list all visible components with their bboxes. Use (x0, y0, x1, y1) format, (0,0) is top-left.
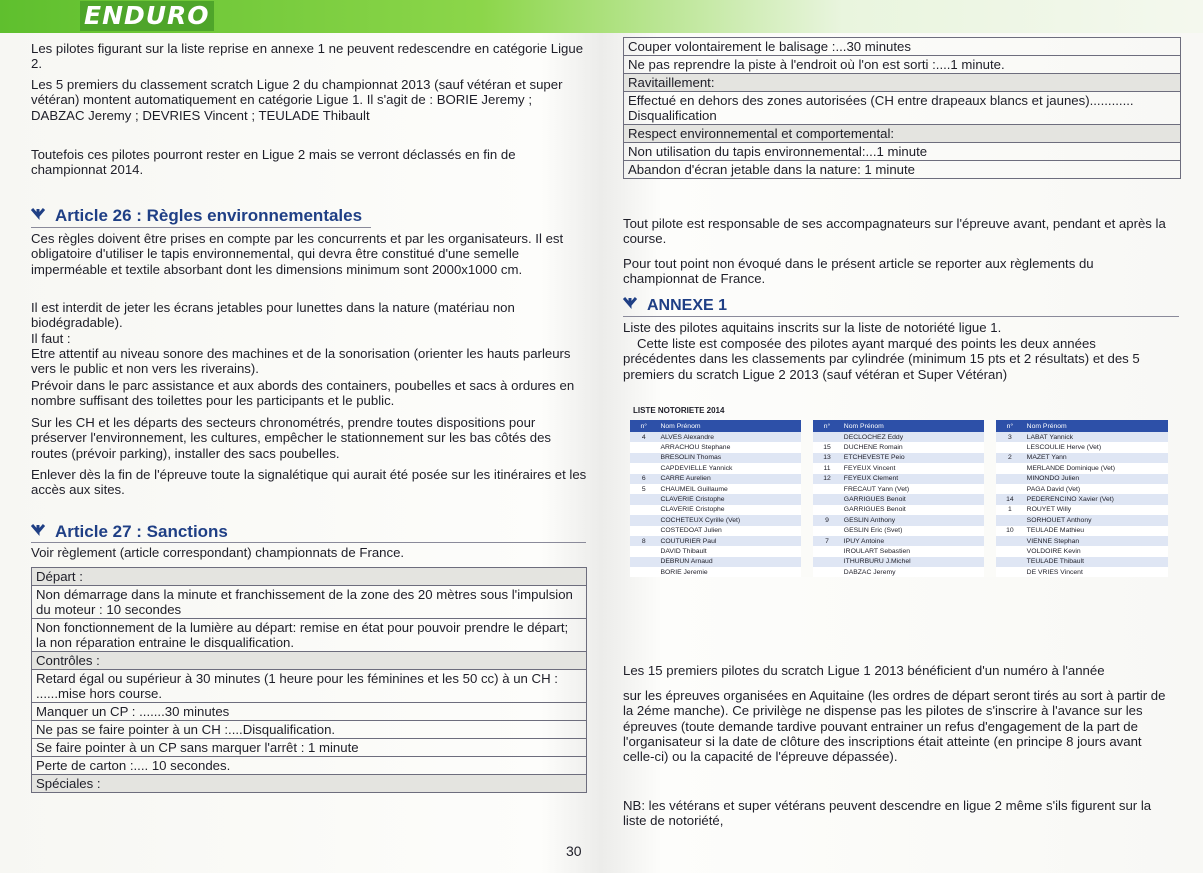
notoriety-row (630, 453, 1168, 463)
sanction-row (32, 670, 587, 703)
column-gap (801, 505, 813, 515)
rider-name: COSTEDOAT Julien (657, 526, 801, 536)
sanction-cell: Manquer un CP : .......30 minutes (32, 703, 587, 721)
notoriety-list-title: LISTE NOTORIETE 2014 (633, 406, 725, 415)
rider-number: 12 (813, 474, 841, 484)
column-gap (801, 515, 813, 525)
column-gap (984, 494, 996, 504)
rider-name: FRECAUT Yann (Vet) (841, 484, 985, 494)
article-26-title: Article 26 : Règles environnementales (55, 206, 363, 225)
sanction-row (32, 652, 587, 670)
rider-number (813, 484, 841, 494)
rider-name: CLAVERIE Cristophe (657, 494, 801, 504)
rider-number (996, 515, 1024, 525)
column-gap (801, 557, 813, 567)
rider-number (996, 557, 1024, 567)
rider-name: GESLIN Eric (Svet) (841, 526, 985, 536)
column-gap (801, 526, 813, 536)
rider-name: DUCHENE Romain (841, 442, 985, 452)
rider-name: LABAT Yannick (1024, 432, 1168, 442)
sanction-cell: Effectué en dehors des zones autorisées (CH entre drapeaux blancs et jaunes)............ Disqualification (624, 92, 1181, 125)
heading-underline (31, 227, 371, 228)
rider-number (813, 567, 841, 577)
rider-name: DEBRUN Arnaud (657, 557, 801, 567)
annexe-title: ANNEXE 1 (647, 297, 728, 314)
rider-name: SORHOUET Anthony (1024, 515, 1168, 525)
sanction-cell: Abandon d'écran jetable dans la nature: 1 minute (624, 161, 1181, 179)
rider-number (630, 494, 657, 504)
column-gap (984, 442, 996, 452)
rider-name: ITHURBURU J.Michel (841, 557, 985, 567)
rider-number (630, 463, 657, 473)
rider-name: ARRACHOU Stephane (657, 442, 801, 452)
column-gap (984, 567, 996, 577)
rider-name: PEDERENCINO Xavier (Vet) (1024, 494, 1168, 504)
name-header: Nom Prénom (1024, 420, 1168, 432)
rider-number (813, 546, 841, 556)
column-gap (984, 546, 996, 556)
rider-number: 6 (630, 474, 657, 484)
column-gap (984, 526, 996, 536)
column-gap (801, 453, 813, 463)
sanction-row (624, 74, 1181, 92)
rider-name: GESLIN Anthony (841, 515, 985, 525)
rider-name: MAZET Yann (1024, 453, 1168, 463)
rider-number (630, 557, 657, 567)
reference-paragraph: Pour tout point non évoqué dans le présent article se reporter aux règlements du championnat de France. (623, 256, 1094, 287)
rider-number: 3 (996, 432, 1024, 442)
column-gap (801, 546, 813, 556)
heading-underline (31, 542, 586, 543)
art26-paragraph-7: Enlever dès la fin de l'épreuve toute la signalétique qui aurait été posée sur les itinéraires et les accès aux sites. (31, 467, 587, 498)
rider-number: 5 (630, 484, 657, 494)
rider-number (996, 474, 1024, 484)
rider-name: IROULART Sebastien (841, 546, 985, 556)
sanction-category-cell: Respect environnemental et comportemental: (624, 125, 1181, 143)
rider-number: 7 (813, 536, 841, 546)
sanction-cell: Ne pas se faire pointer à un CH :....Disqualification. (32, 721, 587, 739)
column-gap (801, 442, 813, 452)
arrow-icon (623, 296, 647, 316)
sanction-row (624, 38, 1181, 56)
sanction-row (624, 143, 1181, 161)
rider-name: VOLDOIRE Kevin (1024, 546, 1168, 556)
sanction-cell: Se faire pointer à un CP sans marquer l'arrêt : 1 minute (32, 739, 587, 757)
intro-paragraph-2: Les 5 premiers du classement scratch Ligue 2 du championnat 2013 (sauf vétéran et super vétéran) montent automatiquement en catégorie Ligue 1. Il s'agit de : BORIE Jeremy ; DABZAC Jeremy ; DEVRIES Vincent ; TEULADE Thibault (31, 77, 563, 123)
sanction-category-cell: Ravitaillement: (624, 74, 1181, 92)
rider-name: LESCOULIE Herve (Vet) (1024, 442, 1168, 452)
notoriety-row (630, 442, 1168, 452)
rider-name: FEYEUX Vincent (841, 463, 985, 473)
article-26-heading (31, 206, 362, 226)
rider-name: DAVID Thibault (657, 546, 801, 556)
rider-name: CHAUMEIL Guillaume (657, 484, 801, 494)
sanction-cell: Retard égal ou supérieur à 30 minutes (1 heure pour les féminines et les 50 cc) à un CH : ......mise hors course. (32, 670, 587, 703)
intro-paragraph-3: Toutefois ces pilotes pourront rester en Ligue 2 mais se verront déclassés en fin de championnat 2014. (31, 147, 516, 178)
sanctions-table (31, 567, 587, 793)
sanction-cell: Perte de carton :.... 10 secondes. (32, 757, 587, 775)
rider-name: GARRIGUES Benoit (841, 505, 985, 515)
name-header: Nom Prénom (841, 420, 985, 432)
rider-number: 8 (630, 536, 657, 546)
rider-number: 9 (813, 515, 841, 525)
art26-paragraph-4: Etre attentif au niveau sonore des machines et de la sonorisation (orienter les hauts parleurs vers le public et non vers les riverains). (31, 346, 571, 377)
art26-paragraph-5: Prévoir dans le parc assistance et aux abords des containers, poubelles et sacs à ordures en nombre suffisant des toilettes pour les participants et le public. (31, 378, 575, 409)
sanction-row (32, 703, 587, 721)
column-gap (984, 484, 996, 494)
intro-paragraph-1: Les pilotes figurant sur la liste reprise en annexe 1 ne peuvent redescendre en catégorie Ligue 2. (31, 41, 584, 72)
sanctions-table-continued (623, 37, 1181, 179)
rider-name: DE VRIES Vincent (1024, 567, 1168, 577)
rider-number: 2 (996, 453, 1024, 463)
art27-paragraph-1: Voir règlement (article correspondant) championnats de France. (31, 545, 405, 560)
notoriety-row (630, 474, 1168, 484)
column-gap (984, 420, 996, 432)
column-gap (801, 567, 813, 577)
art26-paragraph-1: Ces règles doivent être prises en compte par les concurrents et par les organisateurs. Il est obligatoire d'utiliser le tapis environnemental, qui devra être constitué d'une semelle imperméable et textile absorbant dont les dimensions minimum sont 2000x1000 cm. (31, 231, 564, 277)
column-gap (984, 463, 996, 473)
annexe-paragraph-1: Liste des pilotes aquitains inscrits sur la liste de notoriété ligue 1. (623, 320, 1002, 335)
notoriety-row (630, 546, 1168, 556)
notoriety-row (630, 526, 1168, 536)
banner-title: ENDURO (80, 1, 214, 31)
notoriety-row (630, 463, 1168, 473)
rider-number (630, 546, 657, 556)
rider-name: GARRIGUES Benoit (841, 494, 985, 504)
rider-number (630, 442, 657, 452)
sanction-row (32, 568, 587, 586)
rider-name: BORIE Jeremie (657, 567, 801, 577)
sanction-row (32, 739, 587, 757)
column-gap (984, 536, 996, 546)
notoriety-row (630, 515, 1168, 525)
rider-name: TEULADE Mathieu (1024, 526, 1168, 536)
notoriety-table (630, 420, 1168, 577)
annexe-paragraph-2: Cette liste est composée des pilotes ayant marqué des points les deux années précédentes dans les classements par cylindrée (minimum 15 pts et 2 résultats) et des 5 premiers du scratch Ligue 2 2013 (sauf vétéran et Super Vétéran) (623, 336, 1140, 382)
article-27-heading (31, 522, 228, 542)
rider-number (630, 526, 657, 536)
notoriety-row (630, 536, 1168, 546)
sanction-category-cell: Contrôles : (32, 652, 587, 670)
rider-name: DECLOCHEZ Eddy (841, 432, 985, 442)
sanction-row (32, 619, 587, 652)
rider-number: 10 (996, 526, 1024, 536)
notoriety-header-row (630, 420, 1168, 432)
rider-name: CLAVERIE Cristophe (657, 505, 801, 515)
notoriety-row (630, 432, 1168, 442)
veteran-note-paragraph: NB: les vétérans et super vétérans peuvent descendre en ligue 2 même s'ils figurent sur la liste de notoriété, (623, 798, 1152, 829)
sanction-row (624, 92, 1181, 125)
rider-number (996, 463, 1024, 473)
rider-number (813, 494, 841, 504)
rider-number (996, 484, 1024, 494)
responsibility-paragraph: Tout pilote est responsable de ses accompagnateurs sur l'épreuve avant, pendant et après la course. (623, 216, 1166, 247)
section-banner (0, 0, 1203, 33)
sanction-row (624, 125, 1181, 143)
sanction-row (624, 56, 1181, 74)
notoriety-row (630, 494, 1168, 504)
privilege-paragraph: sur les épreuves organisées en Aquitaine (les ordres de départ seront tirés au sort à partir de la 2éme manche). Ce privilège ne dispense pas les pilotes de s'inscrire à l'avance sur les épreuves (toute demande tardive pouvant entrainer un refus d'engagement de la part de l'organisateur si la date de clôture des inscriptions était atteinte (en principe 8 jours avant celle-ci) ou la capacité de l'épreuve dépassée). (623, 688, 1166, 765)
page-number: 30 (566, 843, 582, 859)
sanction-row (32, 775, 587, 793)
rider-name: MERLANDE Dominique (Vet) (1024, 463, 1168, 473)
rider-name: ALVES Alexandre (657, 432, 801, 442)
column-gap (801, 463, 813, 473)
rider-name: MINONDO Julien (1024, 474, 1168, 484)
sanction-cell: Non utilisation du tapis environnemental:...1 minute (624, 143, 1181, 161)
name-header: Nom Prénom (657, 420, 801, 432)
sanction-cell: Non fonctionnement de la lumière au départ: remise en état pour pouvoir prendre le départ; la non réparation entraine le disqualification. (32, 619, 587, 652)
sanction-category-cell: Départ : (32, 568, 587, 586)
sanction-cell: Non démarrage dans la minute et franchissement de la zone des 20 mètres sous l'impulsion du moteur : 10 secondes (32, 586, 587, 619)
rider-name: PAGA David (Vet) (1024, 484, 1168, 494)
sanction-row (32, 757, 587, 775)
annexe-heading (623, 296, 727, 316)
notoriety-row (630, 505, 1168, 515)
rider-name: ROUYET Willy (1024, 505, 1168, 515)
rider-number (813, 526, 841, 536)
column-gap (984, 505, 996, 515)
notoriety-row (630, 567, 1168, 577)
rider-name: FEYEUX Clement (841, 474, 985, 484)
rider-number (813, 557, 841, 567)
sanction-cell: Ne pas reprendre la piste à l'endroit où l'on est sorti :....1 minute. (624, 56, 1181, 74)
rider-name: ETCHEVESTE Peio (841, 453, 985, 463)
article-27-title: Article 27 : Sanctions (55, 522, 228, 541)
rider-number (813, 432, 841, 442)
number-header: n° (996, 420, 1024, 432)
rider-number (996, 536, 1024, 546)
column-gap (984, 474, 996, 484)
rider-number: 15 (813, 442, 841, 452)
rider-number: 4 (630, 432, 657, 442)
column-gap (984, 515, 996, 525)
rider-name: VIENNE Stephan (1024, 536, 1168, 546)
notoriety-row (630, 557, 1168, 567)
sanction-category-cell: Spéciales : (32, 775, 587, 793)
sanction-cell: Couper volontairement le balisage :...30 minutes (624, 38, 1181, 56)
rider-number (630, 505, 657, 515)
sanction-row (32, 721, 587, 739)
rider-name: CARRE Aurelien (657, 474, 801, 484)
sanction-row (624, 161, 1181, 179)
rider-name: IPUY Antoine (841, 536, 985, 546)
rider-name: COCHETEUX Cyrille (Vet) (657, 515, 801, 525)
rider-name: TEULADE Thibault (1024, 557, 1168, 567)
art26-paragraph-2: Il est interdit de jeter les écrans jetables pour lunettes dans la nature (matériau non biodégradable). (31, 300, 515, 331)
rider-name: CAPDEVIELLE Yannick (657, 463, 801, 473)
column-gap (984, 432, 996, 442)
column-gap (801, 484, 813, 494)
rider-number (996, 442, 1024, 452)
rider-number (813, 505, 841, 515)
rider-name: COUTURIER Paul (657, 536, 801, 546)
column-gap (801, 494, 813, 504)
arrow-icon (31, 206, 55, 226)
art26-paragraph-3: Il faut : (31, 331, 71, 346)
sanction-row (32, 586, 587, 619)
rider-name: DABZAC Jeremy (841, 567, 985, 577)
column-gap (984, 453, 996, 463)
art26-paragraph-6: Sur les CH et les départs des secteurs chronométrés, prendre toutes dispositions pour préserver l'environnement, les cultures, empêcher le stationnement sur les bas côtés des routes (prévoir parking), installer des sacs poubelles. (31, 415, 552, 461)
number-header: n° (630, 420, 657, 432)
numbering-paragraph: Les 15 premiers pilotes du scratch Ligue 1 2013 bénéficient d'un numéro à l'année (623, 663, 1105, 678)
rider-number: 1 (996, 505, 1024, 515)
rider-number (630, 515, 657, 525)
rider-name: BRESOLIN Thomas (657, 453, 801, 463)
heading-underline (623, 316, 1179, 317)
column-gap (801, 474, 813, 484)
column-gap (984, 557, 996, 567)
column-gap (801, 420, 813, 432)
number-header: n° (813, 420, 841, 432)
rider-number: 14 (996, 494, 1024, 504)
rider-number (996, 546, 1024, 556)
rider-number (630, 453, 657, 463)
rider-number (630, 567, 657, 577)
notoriety-row (630, 484, 1168, 494)
column-gap (801, 432, 813, 442)
rider-number: 11 (813, 463, 841, 473)
rider-number (996, 567, 1024, 577)
rider-number: 13 (813, 453, 841, 463)
column-gap (801, 536, 813, 546)
arrow-icon (31, 522, 55, 542)
